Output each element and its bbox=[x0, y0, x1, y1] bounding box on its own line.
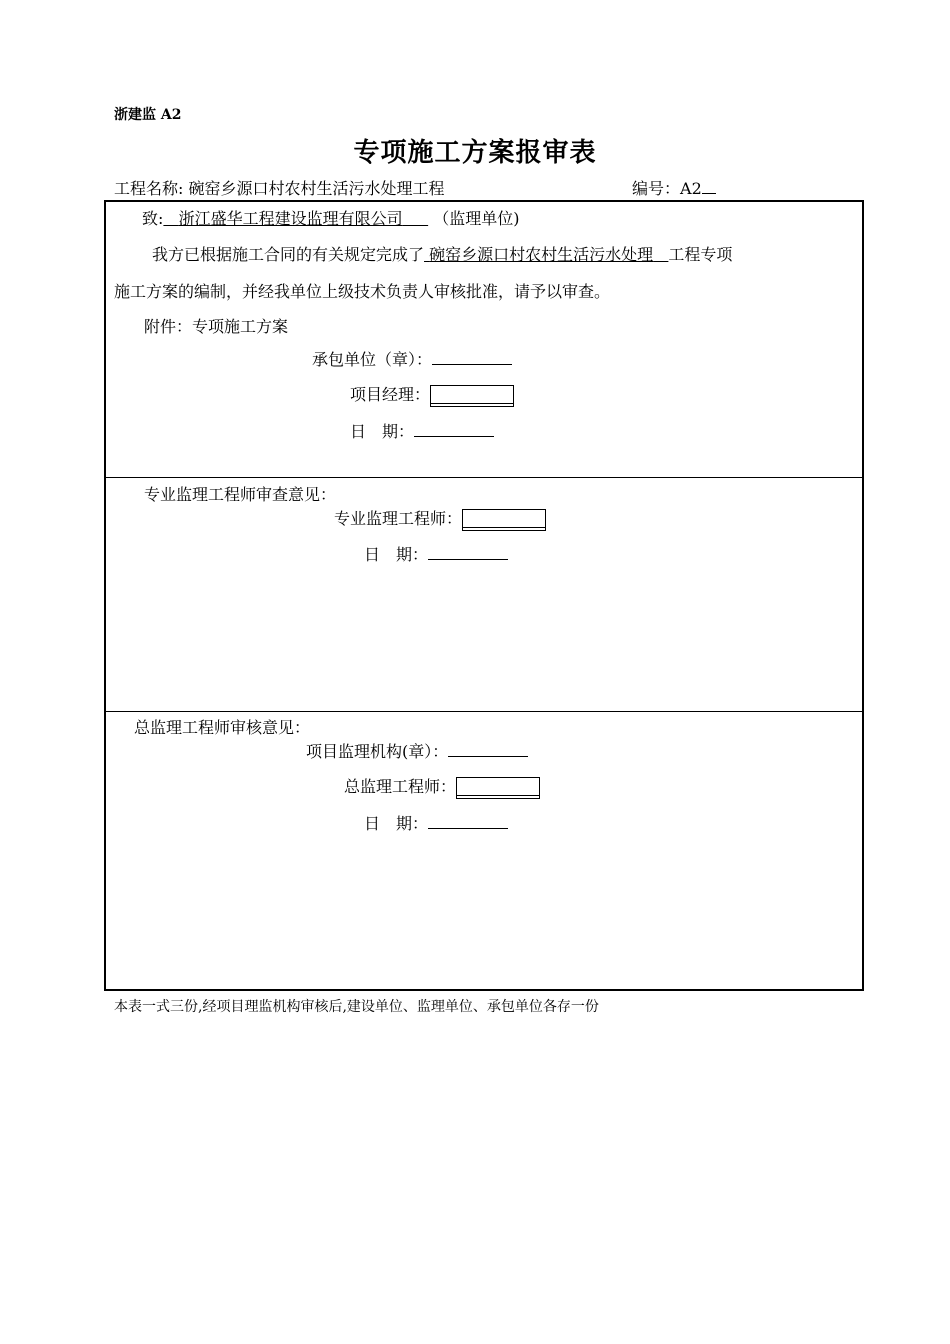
manager-label: 项目经理： bbox=[350, 385, 431, 404]
date-label-3: 日 期： bbox=[364, 814, 429, 833]
body-project-name: 碗窑乡源口村农村生活污水处理 bbox=[429, 245, 654, 264]
date-blank-2[interactable] bbox=[428, 545, 508, 560]
date-label-2: 日 期： bbox=[364, 545, 429, 564]
date-line-2 bbox=[364, 542, 508, 565]
page-title: 专项施工方案报审表 bbox=[353, 138, 597, 168]
date-label-1: 日 期： bbox=[350, 422, 415, 441]
body-text-b: 工程专项 bbox=[668, 245, 733, 264]
date-blank-3[interactable] bbox=[428, 814, 508, 829]
approval-form-table bbox=[104, 200, 864, 991]
section-divider-1 bbox=[106, 477, 862, 478]
form-code: 浙建监 A2 bbox=[114, 107, 182, 123]
manager-signature-box[interactable] bbox=[430, 385, 514, 407]
chief-engineer-signature-box[interactable] bbox=[456, 777, 540, 799]
addressee-line bbox=[142, 206, 519, 229]
chief-engineer-label: 总监理工程师： bbox=[344, 777, 457, 796]
supervision-org-label: 项目监理机构(章）： bbox=[306, 742, 449, 761]
supervision-org-blank[interactable] bbox=[448, 742, 528, 757]
addressee-company: 浙江盛华工程建设监理有限公司 bbox=[178, 209, 403, 228]
date-line-3 bbox=[364, 811, 508, 834]
form-number-line bbox=[632, 176, 716, 199]
contractor-signature-blank[interactable] bbox=[432, 350, 512, 365]
form-number-label: 编号： bbox=[632, 179, 681, 198]
attachment-line: 附件：专项施工方案 bbox=[144, 317, 289, 336]
body-line-2: 施工方案的编制，并经我单位上级技术负责人审核批准，请予以审查。 bbox=[114, 282, 611, 301]
manager-line bbox=[350, 382, 514, 407]
contractor-label: 承包单位（章）： bbox=[312, 350, 433, 369]
engineer-line bbox=[334, 506, 546, 531]
addressee-suffix: （监理单位) bbox=[433, 209, 520, 228]
body-text-a: 我方已根据施工合同的有关规定完成了 bbox=[152, 245, 425, 264]
project-name-value: 碗窑乡源口村农村生活污水处理工程 bbox=[188, 179, 445, 198]
chief-review-heading: 总监理工程师审核意见： bbox=[134, 718, 311, 737]
addressee-prefix: 致: bbox=[142, 209, 164, 228]
engineer-signature-box[interactable] bbox=[462, 509, 546, 531]
project-name-label: 工程名称: bbox=[114, 179, 184, 198]
footer-note: 本表一式三份,经项目理监机构审核后,建设单位、监理单位、承包单位各存一份 bbox=[114, 999, 599, 1015]
section-divider-2 bbox=[106, 711, 862, 712]
engineer-review-heading: 专业监理工程师审查意见： bbox=[144, 485, 337, 504]
engineer-label: 专业监理工程师： bbox=[334, 509, 463, 528]
project-name-line bbox=[114, 176, 445, 199]
date-blank-1[interactable] bbox=[414, 422, 494, 437]
supervision-org-line bbox=[306, 739, 528, 762]
chief-engineer-line bbox=[344, 774, 540, 799]
body-line-1 bbox=[152, 242, 732, 265]
form-number-value: A2 bbox=[680, 179, 702, 198]
contractor-line bbox=[312, 347, 512, 370]
date-line-1 bbox=[350, 419, 494, 442]
form-number-blank[interactable] bbox=[702, 179, 716, 194]
